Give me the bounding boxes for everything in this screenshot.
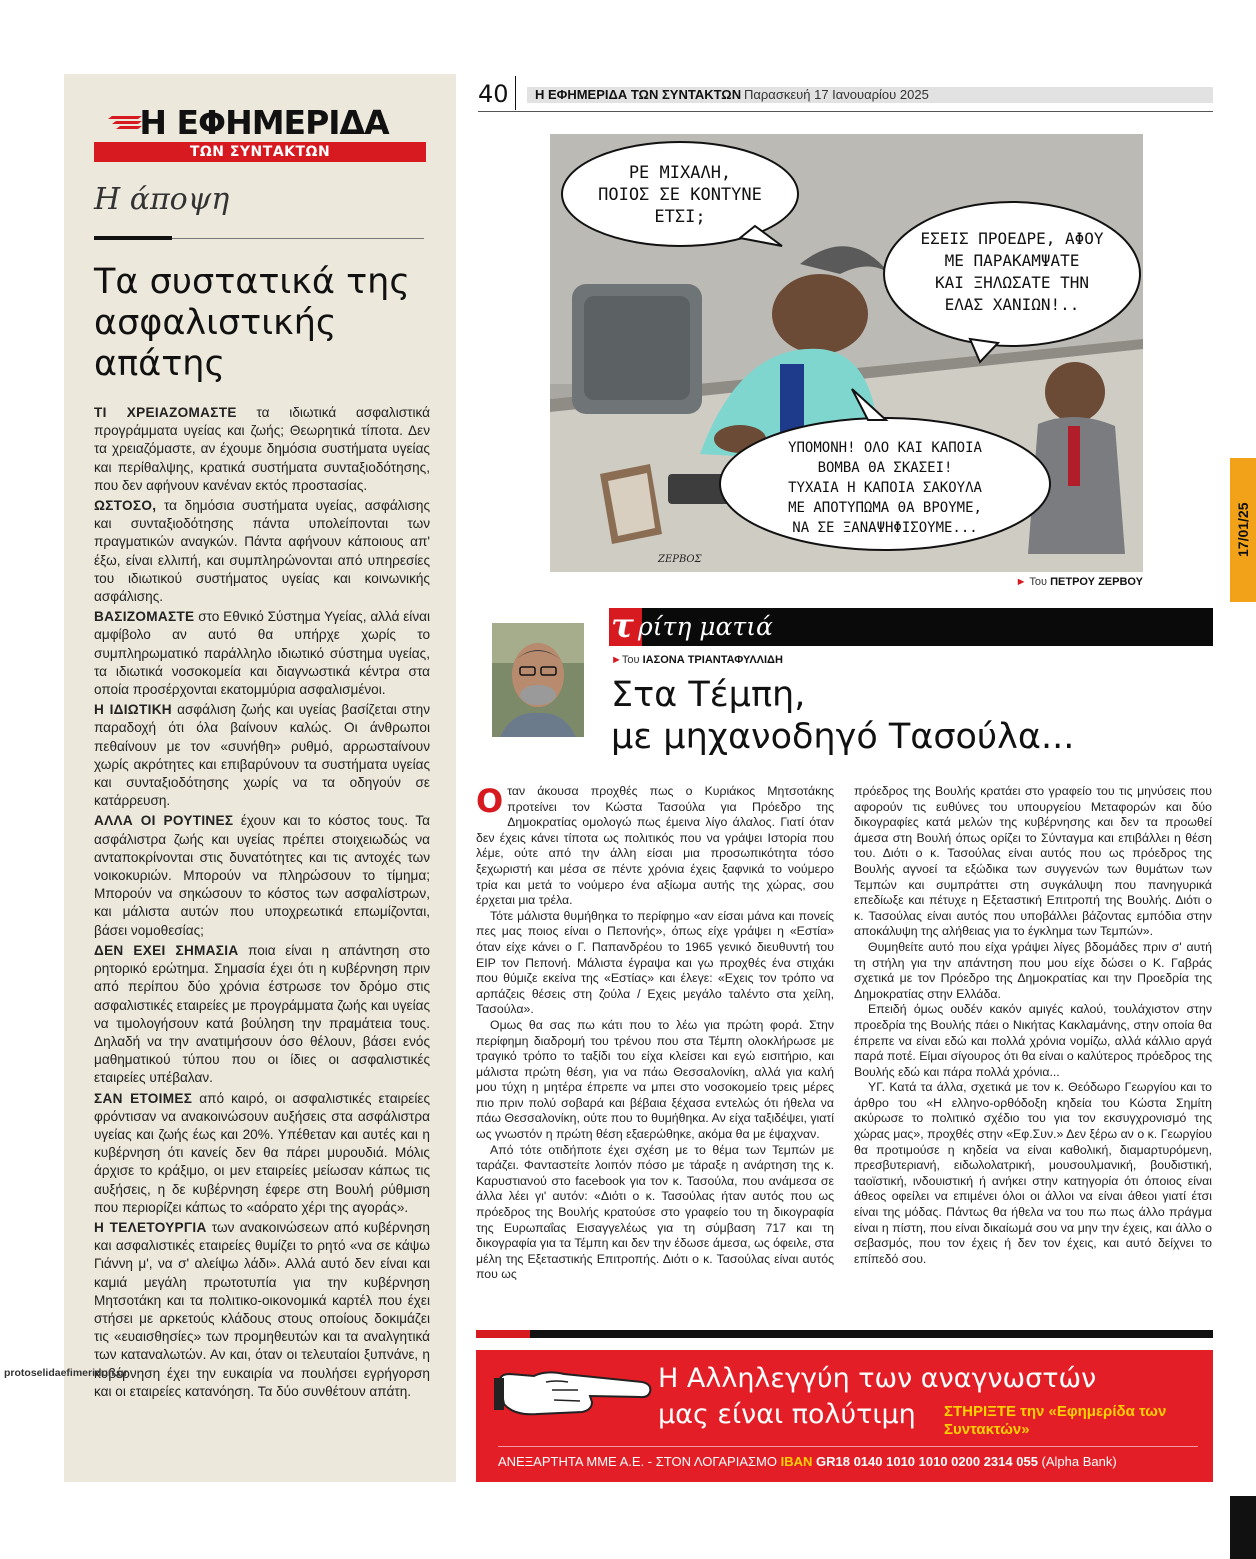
column-headline-line: Στα Τέμπη,	[611, 675, 806, 715]
ad-rule	[498, 1446, 1198, 1447]
column-text-right	[854, 784, 1212, 1267]
header-separator	[515, 76, 516, 110]
paragraph-lead: ΩΣΤΟΣΟ,	[94, 498, 157, 514]
paragraph-lead: Η ΤΕΛΕΤΟΥΡΓΙΑ	[94, 1219, 207, 1235]
site-watermark: protoselidaefimeridon.gr	[4, 1367, 128, 1379]
paragraph-text: ασφάλιση ζωής και υγείας βασίζεται στην παραδοχή ότι όλα βαίνουν καλώς. Οι άνθρωποι πεθαίνουν με τον «συνήθη» ρυθμό, αρρωσταίνουν χωρίς ακρότητες και επιβαρύνουν τα συστήματα υγείας και συνταξιοδότησης χωρίς να τα οδηγούν σε κατάρρευση.	[94, 702, 430, 809]
page-corner-block	[1230, 1496, 1256, 1559]
column-paragraph: Θυμηθείτε αυτό που είχα γράψει λίγες βδομάδες πριν σ' αυτή τη στήλη για την απάντηση που μου είχε δώσει ο Κ. Γαβράς σχετικά με τον Πρόεδρο της Δημοκρατίας και την Προεδρία της Δημοκρατίας στην Ελλάδα.	[854, 939, 1212, 1001]
paragraph-text: τα ιδιωτικά ασφαλιστικά προγράμματα υγείας και ζωής; Θεωρητικά τίποτα. Δεν τα χρειαζόμαστε, αν έχουμε δημόσια συστήματα υγείας και περίθαλψης, κρατικά συστήματα συνταξιοδότησης, που δεν αφήνουν κανέναν εκτός προστασίας.	[94, 405, 430, 493]
column-author	[611, 654, 783, 666]
column-headline	[611, 674, 1171, 758]
column-text-left	[476, 784, 834, 1283]
ad-call-to-action: ΣΤΗΡΙΞΤΕ την «Εφημερίδα των Συντακτών»	[944, 1403, 1167, 1438]
cartoon-bubble-text: ΠΟΙΟΣ ΣΕ ΚΟΝΤΥΝΕ	[598, 185, 762, 205]
section-label: Η άποψη	[94, 182, 230, 217]
paragraph-lead: ΤΙ ΧΡΕΙΑΖΟΜΑΣΤΕ	[94, 405, 237, 420]
cartoon-signature: ΖΕΡΒΟΣ	[658, 554, 702, 565]
political-cartoon	[550, 134, 1143, 572]
column-paragraph: Τότε μάλιστα θυμήθηκα το περίφημο «αν είσαι μάνα και πονείς πες μας ποιος είναι ο Πεπονής», όπως είχε γράψει η «Εστία» όταν είχε κάνει ο Γ. Παπανδρέου το 1965 γενικό διευθυντή του ΕΙΡ τον Πεπονή. Μάλιστα έγραψα και γω προχθές ένα στιχάκι που θύμιζε εκείνα της «Εστίας» και έλεγε: «Εχεις τον τρόπο να αρπάζεις θέσεις στη ζούλα / Εχεις μεγάλο ταλέντο στα χείλη, Τασούλα».	[476, 908, 834, 1017]
paragraph-text: στο Εθνικό Σύστημα Υγείας, αλλά είναι αμφίβολο αν αυτό θα υπήρχε χωρίς το συμπληρωματικό παράλληλο ιδιωτικό σύστημα υγείας, τα ιδιωτικά νοσοκομεία και διαγνωστικά κέντρα στα οποία προσέρχονται εκατομμύρια ασφαλισμένοι.	[94, 609, 430, 698]
opinion-body	[94, 404, 430, 1403]
ad-iban-label: IBAN	[780, 1454, 813, 1469]
column-paragraph: ΥΓ. Κατά τα άλλα, σχετικά με τον κ. Θεόδωρο Γεωργίου και το άρθρο του «Η ελληνο-ορθόδοξη κηδεία του Κώστα Σημίτη ακύρωσε το πολιτικό σχέδιο του για τον εκσυγχρονισμό της χώρας μας», προχθές στην «Εφ.Συν.» Δεν ξέρω αν ο κ. Γεωργίου θα προτιμούσε η κηδεία να είναι καθολική, διαμαρτυρόμενη, πρεσβυτεριανή, ειδωλολατρική, μουσουλμανική, βουδιστική, ταοϊστική, ινδουιστική ή ανήκει στην κατηγορία ότι όποιος είναι άθεος οφείλει να επιμένει όλοι οι άλλοι να είναι άθεοι γιατί έτσι είναι της μόδας. Πάντως θα ήθελα να του πω πως άλλο πράγμα είναι η πίστη, που είναι δικαίωμά σου να μην την έχεις, και άλλο ο σεβασμός, που τον έχεις ή δεν τον έχεις, και αυτό δείχνει το επίπεδό σου.	[854, 1080, 1212, 1266]
opinion-paragraph	[94, 608, 430, 699]
section-divider	[94, 236, 172, 240]
column-paragraph: Από τότε οτιδήποτε έχει σχέση με το θέμα των Τεμπών με ταράζει. Φανταστείτε λοιπόν πόσο με τάραξε η ανάρτηση της κ. Καρυστιανού στο facebook για τον κ. Τασούλα, που ανάμεσα σε άλλα λέει γι' αυτόν: «Διότι ο κ. Τασούλας ήταν αυτός που ως πρόεδρος της Βουλής κρατούσε στο γραφείο του τη δικογραφία της Ευρωπαΐας Εισαγγελέως για τη σύμβαση 717 και τη δικογραφία για τα Τέμπη και δεν την έδωσε άμεσα, ως όφειλε, στα μέλη της Εξεταστικής Επιτροπής. Διότι ο κ. Τασούλας είναι αυτός που ως	[476, 1142, 834, 1282]
cartoon-bubble-text: ΚΑΙ ΞΗΛΩΣΑΤΕ ΤΗΝ	[934, 273, 1090, 292]
cartoon-credit	[900, 576, 1143, 588]
cartoon-bubble-text: ΝΑ ΣΕ ΞΑΝΑΨΗΦΙΣΟΥΜΕ...	[792, 520, 978, 536]
ad-bank-prefix: ΑΝΕΞΑΡΤΗΤΑ ΜΜΕ Α.Ε. - ΣΤΟΝ ΛΟΓΑΡΙΑΣΜΟ	[498, 1454, 777, 1469]
credit-name: ΠΕΤΡΟΥ ΖΕΡΒΟΥ	[1050, 576, 1143, 588]
header-date: Παρασκευή 17 Ιανουαρίου 2025	[744, 87, 929, 102]
date-side-tab-label: 17/01/25	[1235, 502, 1251, 558]
paragraph-lead: ΔΕΝ ΕΧΕΙ ΣΗΜΑΣΙΑ	[94, 942, 239, 958]
triangle-icon: ►	[1015, 576, 1027, 588]
author-prefix: Του	[621, 654, 640, 666]
ad-bank-name: (Alpha Bank)	[1041, 1454, 1117, 1469]
paragraph-text: ποια είναι η απάντηση στο ρητορικό ερώτημα. Σημασία έχει ότι η κυβέρνηση πριν από περίπου δύο χρόνια έστρωσε τον δρόμο στις ασφαλιστικές εταιρείες με προγράμματα ζωής και υγείας να τιμολογήσουν κατά βούληση την πραμάτεια τους. Δηλαδή να την ανατιμήσουν όσο θέλουν, βάσει ενός μαθηματικού τύπου που οι ίδιες οι ασφαλιστικές εταιρείες υπέβαλαν.	[94, 942, 430, 1086]
column-title: ρίτη ματιά	[638, 612, 773, 641]
cartoon-bubble-text: ΕΤΣΙ;	[654, 207, 706, 227]
opinion-paragraph	[94, 404, 430, 495]
opinion-headline: Τα συστατικά της ασφαλιστικής απάτης	[94, 262, 410, 384]
cartoon-bubble-text: ΡΕ ΜΙΧΑΛΗ,	[628, 163, 732, 183]
page-number: 40	[478, 80, 509, 108]
paragraph-text: των ανακοινώσεων από κυβέρνηση και ασφαλιστικές εταιρείες θυμίζει το ρητό «να σε κάψω Γιάννη μ', να σ' αλείψω λάδι». Αλλά αυτό δεν είναι και καμιά μεγάλη πρωτοτυπία για την κυβέρνηση Μητσοτάκη και τα πολιτικο-οικονομικά καρτέλ που έχει στήσει με αρκετούς κλάδους στους οποίους δοκιμάζει τις «ευαισθησίες» των προμηθευτών και τα αναλγητικά των καταναλωτών. Αν και, όταν οι τελευταίοι ξυπνάνε, η κυβέρνηση έχει την ευκαιρία να πουλήσει εγρήγορση και οι εταιρείες κατανόηση. Τα δύο συνθέτουν απάτη.	[94, 1219, 430, 1399]
ad-divider-accent	[476, 1330, 530, 1338]
opinion-paragraph	[94, 1090, 430, 1217]
cartoon-bubble-text: ΜΕ ΑΠΟΤΥΠΩΜΑ ΘΑ ΒΡΟΥΜΕ,	[788, 500, 982, 516]
column-headline-line: με μηχανοδηγό Τασούλα...	[611, 717, 1075, 757]
ad-subheadline: μας είναι πολύτιμη	[658, 1399, 916, 1430]
ad-headline: Η Αλληλεγγύη των αναγνωστών	[658, 1363, 1097, 1394]
credit-prefix: Του	[1029, 576, 1048, 588]
ad-iban: GR18 0140 1010 1010 0200 2314 055	[816, 1454, 1038, 1469]
column-title-initial: τ	[611, 606, 634, 646]
paragraph-lead: ΑΛΛΑ ΟΙ ΡΟΥΤΙΝΕΣ	[94, 813, 234, 829]
logo-subtitle: ΤΩΝ ΣΥΝΤΑΚΤΩΝ	[94, 142, 426, 162]
section-divider-thin	[172, 238, 424, 239]
cartoon-bubble-text: ΕΛΑΣ ΧΑΝΙΩΝ!..	[944, 295, 1080, 314]
paragraph-lead: ΣΑΝ ΕΤΟΙΜΕΣ	[94, 1090, 193, 1106]
logo-title: Η ΕΦΗΜΕΡΙΔΑ	[139, 103, 389, 142]
opinion-column	[64, 74, 456, 1482]
ad-divider	[530, 1330, 1213, 1338]
cartoon-bubble-text: ΜΕ ΠΑΡΑΚΑΜΨΑΤΕ	[944, 251, 1080, 270]
triangle-icon: ►	[611, 654, 622, 666]
paragraph-text: από καιρό, οι ασφαλιστικές εταιρείες φρόντισαν να ανακοινώσουν αυξήσεις στα ασφάλιστρα υγείας και ζωής έως και 20%. Υπέθεταν και αυτές και η κυβέρνηση ότι κανείς δεν θα πάρει μυρουδιά. Μόλις άρχισε το κράξιμο, οι μεν εταιρείες μείωσαν κάπως τις αυξήσεις, η δε κυβέρνηση έφερε στη Βουλή ρύθμιση που περιορίζει κάπως το «αόρατο χέρι της αγοράς».	[94, 1090, 430, 1215]
header-rule	[478, 111, 1213, 112]
paragraph-lead: Η ΙΔΙΩΤΙΚΗ	[94, 702, 172, 718]
opinion-paragraph	[94, 812, 430, 939]
ad-bank-details	[498, 1453, 1198, 1471]
paragraph-text: ταν άκουσα προχθές πως ο Κυριάκος Μητσοτάκης προτείνει τον Κώστα Τασούλα για Πρόεδρο της Δημοκρατίας ομολογώ πως έμεινα λίγο άλαλος. Γιατί όταν δεν έχεις κάνει τίποτα ως πολιτικός που να γράψει Ιστορία που λέμε, ούτε από την άλλη είσαι μια προσωπικότητα τόσο ξεχωριστή και μέσα σε πέντε χρόνια έχεις ξαφνικά το νούμερο τρία και μετά το νούμερο ένα αξίωμα αυτής της χώρας, σου έρχεται μια τρέλα.	[476, 784, 834, 908]
paragraph-lead: ΒΑΣΙΖΟΜΑΣΤΕ	[94, 609, 195, 625]
paragraph-text: τα δημόσια συστήματα υγείας, ασφάλισης και συνταξιοδότησης πάντα υπολείπονται των πραγματικών αναγκών. Πάντα αφήνουν κάποιους απ' έξω, είναι ελλιπή, και συμπληρώνονται από υπηρεσίες του ιδιωτικού συστήματος υγείας και κοινωνικής ασφάλισης.	[94, 498, 430, 605]
column-paragraph	[476, 784, 834, 909]
header-paper-name: Η ΕΦΗΜΕΡΙΔΑ ΤΩΝ ΣΥΝΤΑΚΤΩΝ	[535, 87, 742, 102]
opinion-paragraph	[94, 497, 430, 606]
author-photo	[492, 623, 584, 737]
column-paragraph: Επειδή όμως ουδέν κακόν αμιγές καλού, τουλάχιστον στην προεδρία της Βουλής πάει ο Νικήτας Κακλαμάνης, στην οποία θα έπρεπε να είναι εδώ και πολλά χρόνια νομίζω, αλλά κάλλιο αργά παρά ποτέ. Είμαι σίγουρος ότι θα είναι ο καλύτερος πρόεδρος της Βουλής εδώ και πάρα πολλά χρόνια...	[854, 1002, 1212, 1079]
pointing-hand-icon	[494, 1366, 656, 1418]
drop-cap: Ο	[476, 782, 504, 820]
paragraph-text: έχουν και το κόστος τους. Τα ασφάλιστρα ζωής και υγείας πρέπει στοιχειωδώς να ανταποκρίνονται στις δυνατότητες και τις αντοχές των νοικοκυριών. Μπορούν να πληρώσουν το τίμημα; Μπορούν να σηκώσουν το κόστος των ασφαλίστρων, και μάλιστα αυτών που υποχρεωτικά επωμίζονται, βάσει νομοθεσίας;	[94, 813, 430, 938]
opinion-paragraph	[94, 1219, 430, 1401]
cartoon-bubble-text: ΤΥΧΑΙΑ Η ΚΑΠΟΙΑ ΣΑΚΟΥΛΑ	[788, 480, 982, 496]
author-name: ΙΑΣΟΝΑ ΤΡΙΑΝΤΑΦΥΛΛΙΔΗ	[642, 654, 783, 666]
cartoon-bubble-text: ΕΣΕΙΣ ΠΡΟΕΔΡΕ, ΑΦΟΥ	[920, 229, 1104, 248]
column-paragraph: πρόεδρος της Βουλής κρατάει στο γραφείο του τις μηνύσεις που αφορούν τις ευθύνες του υπουργείου Μεταφορών και δύο δικογραφίες κατά μελών της κυβέρνησης και δεν τα προωθεί άμεσα στη Βουλή όπως ορίζει το Σύνταγμα και επιβάλλει η θέση του. Διότι ο κ. Τασούλας είναι αυτός που ως πρόεδρος της Βουλής αγνοεί τα εξώδικα των συγγενών των θυμάτων των Τεμπών και συμπράττει στη συγκάλυψη που πανηγυρικά επεδίωξε και πέτυχε η Εξεταστική Επιτροπή της Βουλής. Διότι ο κ. Τασούλας είναι αυτός που υποβάλλει βάζοντας εμπόδια στην αποκάλυψη της αλήθειας για το έγκλημα των Τεμπών».	[854, 784, 1212, 939]
column-paragraph: Ομως θα σας πω κάτι που το λέω για πρώτη φορά. Στην περίφημη διαδρομή του τρένου που στα Τέμπη ολοκλήρωσε με τραγικό τρόπο το ταξίδι του είχα κλείσει και εγώ εισιτήριο, και μάλιστα πρώτη θέση, για να πάω Θεσσαλονίκη, αλλά για καλή μου τύχη η μητέρα έπρεπε να μπει στο νοσοκομείο τρεις μέρες πιο πριν πολύ σοβαρά και βέβαια ξέχασα εντελώς ότι ήθελα να πάω Θεσσαλονίκη, ούτε που το θυμήθηκα. Αν είχα ταξιδέψει, γιατί ως γνωστόν η πρώτη θέση εξαερώθηκε, ακόμα θα με έψαχναν.	[476, 1017, 834, 1142]
opinion-paragraph	[94, 942, 430, 1088]
cartoon-bubble-text: ΒΟΜΒΑ ΘΑ ΣΚΑΣΕΙ!	[817, 460, 953, 476]
cartoon-bubble-text: ΥΠΟΜΟΝΗ! ΟΛΟ ΚΑΙ ΚΑΠΟΙΑ	[788, 440, 982, 456]
opinion-paragraph	[94, 701, 430, 810]
